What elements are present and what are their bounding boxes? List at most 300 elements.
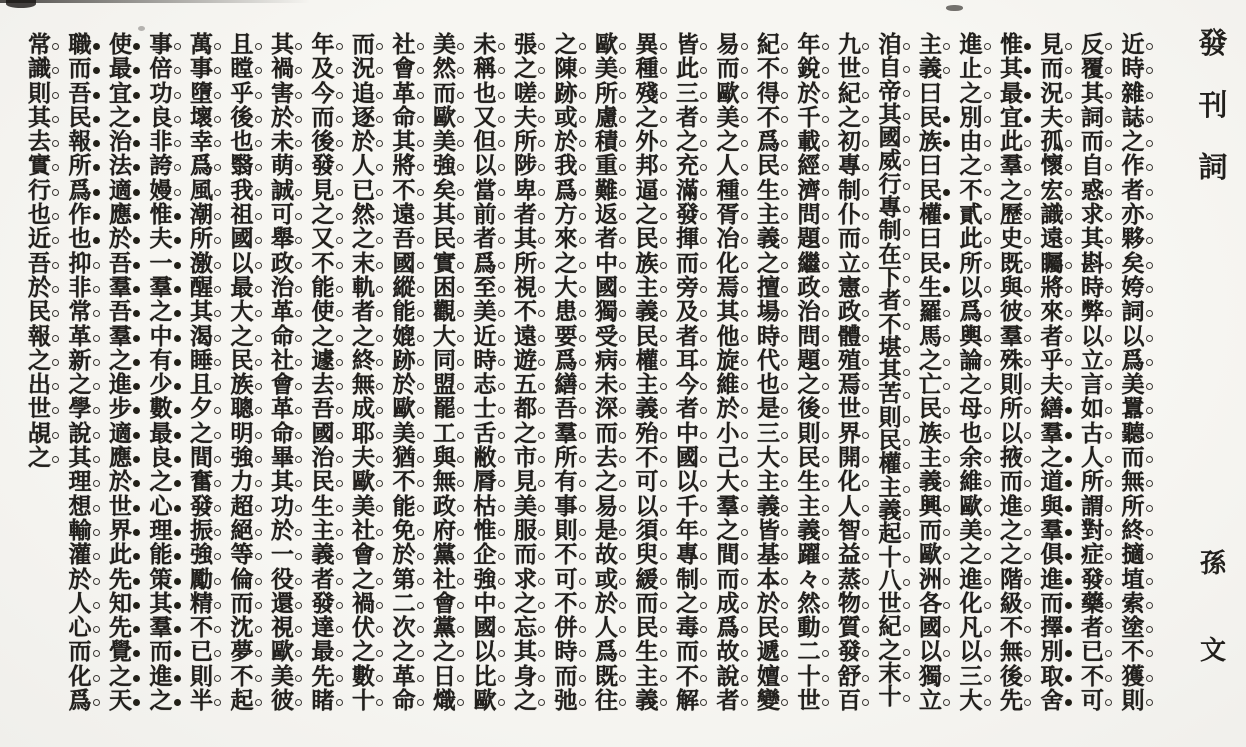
- glyph: 與: [1040, 492, 1064, 520]
- char-cell: [188, 589, 215, 617]
- char-cell: [1120, 300, 1147, 324]
- glyph: 殖: [838, 346, 861, 374]
- emphasis-circle-mark: [174, 164, 181, 171]
- emphasis-dot-mark: [174, 383, 181, 390]
- char-cell: [1079, 103, 1106, 131]
- char-cell: [1120, 689, 1147, 713]
- glyph: 者: [716, 687, 740, 715]
- glyph: 求: [514, 565, 537, 593]
- emphasis-circle-mark: [417, 67, 424, 74]
- emphasis-circle-mark: [1105, 699, 1112, 706]
- glyph: 步: [109, 395, 132, 423]
- char-cell: [593, 397, 620, 421]
- glyph: 民: [28, 298, 51, 326]
- glyph: 義: [757, 225, 780, 253]
- emphasis-circle-mark: [984, 286, 991, 293]
- glyph: 而: [676, 638, 699, 666]
- glyph: 物: [838, 589, 861, 617]
- glyph: 爲: [554, 176, 578, 204]
- glyph: 之: [1000, 541, 1023, 569]
- glyph: 已: [190, 638, 213, 666]
- glyph: 藥: [1081, 589, 1104, 617]
- emphasis-circle-mark: [741, 43, 748, 50]
- glyph: 之: [109, 346, 132, 374]
- emphasis-circle-mark: [741, 626, 748, 633]
- emphasis-circle-mark: [457, 553, 464, 560]
- glyph: 社: [392, 31, 416, 58]
- char-cell: [148, 130, 175, 154]
- emphasis-circle-mark: [52, 456, 59, 463]
- glyph: 則: [1000, 371, 1023, 399]
- glyph: 以: [473, 638, 497, 666]
- char-cell: [715, 470, 742, 494]
- glyph: 主: [635, 371, 659, 399]
- char-cell: [917, 103, 944, 131]
- emphasis-circle-mark: [376, 262, 383, 269]
- glyph: 俱: [1040, 541, 1064, 569]
- emphasis-circle-mark: [52, 140, 59, 147]
- glyph: 殊: [1000, 346, 1023, 374]
- emphasis-circle-mark: [700, 602, 707, 609]
- glyph: 非: [68, 273, 92, 301]
- char-cell: [958, 397, 985, 421]
- glyph: 見: [1040, 31, 1064, 58]
- glyph: 民: [757, 614, 780, 642]
- emphasis-circle-mark: [1146, 480, 1153, 487]
- char-cell: [917, 249, 944, 277]
- emphasis-circle-mark: [619, 529, 626, 536]
- char-cell: [26, 33, 53, 57]
- glyph: 之: [716, 516, 740, 544]
- glyph: 之: [797, 371, 821, 399]
- emphasis-circle-mark: [700, 140, 707, 147]
- emphasis-circle-mark: [619, 164, 626, 171]
- emphasis-circle-mark: [903, 416, 910, 423]
- emphasis-dot-mark: [93, 116, 100, 123]
- emphasis-circle-mark: [457, 456, 464, 463]
- char-cell: [512, 33, 539, 57]
- char-cell: [836, 640, 863, 664]
- glyph: 想: [68, 492, 92, 520]
- glyph: 誠: [271, 176, 294, 204]
- char-cell: [593, 373, 620, 397]
- glyph: 以: [676, 468, 699, 496]
- glyph: 舒: [838, 662, 861, 690]
- glyph: 未: [595, 371, 618, 399]
- glyph: 禍: [352, 589, 375, 617]
- emphasis-circle-mark: [93, 407, 100, 414]
- glyph: 索: [1121, 589, 1145, 617]
- char-cell: [755, 322, 782, 350]
- emphasis-dot-mark: [174, 650, 181, 657]
- glyph: 先: [109, 614, 132, 642]
- glyph: 民: [919, 103, 942, 131]
- glyph: 取: [1040, 662, 1064, 690]
- glyph: 政: [838, 298, 861, 326]
- emphasis-circle-mark: [579, 578, 586, 585]
- emphasis-circle-mark: [93, 383, 100, 390]
- char-cell: [391, 154, 418, 178]
- char-cell: [188, 419, 215, 447]
- glyph: 亦: [1121, 201, 1145, 229]
- char-cell: [1039, 616, 1066, 640]
- emphasis-circle-mark: [1146, 92, 1153, 99]
- char-cell: [634, 516, 661, 544]
- glyph: 之: [190, 419, 213, 447]
- char-cell: [917, 616, 944, 640]
- char-cell: [310, 640, 337, 664]
- emphasis-circle-mark: [417, 383, 424, 390]
- char-cell: [593, 300, 620, 324]
- char-cell: [350, 373, 377, 397]
- emphasis-circle-mark: [903, 136, 910, 143]
- char-cell: [188, 227, 215, 251]
- glyph: 之: [311, 322, 335, 350]
- char-cell: [188, 130, 215, 154]
- emphasis-circle-mark: [700, 456, 707, 463]
- glyph: 人: [716, 152, 740, 180]
- glyph: 之: [352, 322, 375, 350]
- emphasis-circle-mark: [943, 699, 950, 706]
- emphasis-circle-mark: [417, 553, 424, 560]
- emphasis-circle-mark: [1024, 456, 1031, 463]
- emphasis-circle-mark: [741, 602, 748, 609]
- char-cell: [310, 616, 337, 640]
- char-cell: [431, 203, 458, 227]
- emphasis-circle-mark: [255, 189, 262, 196]
- char-cell: [755, 227, 782, 251]
- char-cell: [593, 516, 620, 544]
- char-cell: [553, 446, 580, 470]
- char-cell: [755, 589, 782, 617]
- emphasis-circle-mark: [214, 675, 221, 682]
- emphasis-circle-mark: [52, 213, 59, 220]
- emphasis-circle-mark: [579, 650, 586, 657]
- char-cell: [634, 689, 661, 713]
- emphasis-dot-mark: [133, 237, 140, 244]
- emphasis-circle-mark: [255, 164, 262, 171]
- glyph: 不: [676, 662, 699, 690]
- char-cell: [593, 227, 620, 251]
- emphasis-circle-mark: [498, 213, 505, 220]
- emphasis-circle-mark: [1065, 213, 1072, 220]
- glyph: 維: [959, 468, 983, 496]
- glyph: 則: [1121, 687, 1145, 715]
- char-cell: [553, 79, 580, 107]
- char-cell: [917, 322, 944, 350]
- emphasis-circle-mark: [943, 456, 950, 463]
- glyph: 然: [797, 589, 821, 617]
- glyph: 羣: [1040, 516, 1064, 544]
- glyph: 其: [1081, 79, 1104, 107]
- glyph: 三: [959, 662, 983, 690]
- glyph: 大: [757, 444, 780, 472]
- glyph: 制: [878, 217, 902, 245]
- char-cell: [107, 346, 134, 374]
- emphasis-circle-mark: [538, 310, 545, 317]
- emphasis-circle-mark: [903, 532, 910, 539]
- glyph: 民: [797, 444, 821, 472]
- char-cell: [431, 249, 458, 277]
- emphasis-circle-mark: [903, 276, 910, 283]
- emphasis-dot-mark: [943, 116, 950, 123]
- emphasis-dot-mark: [1024, 43, 1031, 50]
- char-cell: [472, 446, 499, 470]
- char-cell: [67, 33, 94, 57]
- glyph: 夫: [149, 225, 173, 253]
- glyph: 歐: [716, 79, 740, 107]
- char-cell: [472, 470, 499, 494]
- glyph: 無: [352, 371, 375, 399]
- glyph: 美: [392, 419, 416, 447]
- char-cell: [269, 154, 296, 178]
- char-cell: [877, 33, 904, 56]
- char-cell: [634, 616, 661, 640]
- char-cell: [26, 103, 53, 131]
- glyph: 然: [352, 201, 375, 229]
- char-cell: [188, 689, 215, 713]
- emphasis-circle-mark: [579, 553, 586, 560]
- page-title: [1194, 28, 1232, 183]
- emphasis-circle-mark: [214, 237, 221, 244]
- glyph: 而: [1081, 128, 1104, 156]
- emphasis-circle-mark: [336, 480, 343, 487]
- char-cell: [229, 640, 256, 664]
- glyph: 也: [959, 419, 983, 447]
- emphasis-circle-mark: [903, 649, 910, 656]
- char-cell: [593, 176, 620, 204]
- glyph: 應: [109, 201, 132, 229]
- emphasis-circle-mark: [862, 578, 869, 585]
- char-cell: [26, 346, 53, 374]
- char-cell: [715, 565, 742, 593]
- emphasis-circle-mark: [1105, 189, 1112, 196]
- glyph: 民: [878, 427, 902, 455]
- emphasis-circle-mark: [417, 43, 424, 50]
- emphasis-circle-mark: [1146, 335, 1153, 342]
- glyph: 外: [635, 128, 659, 156]
- glyph: 之: [635, 103, 659, 131]
- char-cell: [512, 470, 539, 494]
- glyph: 而: [635, 589, 659, 617]
- glyph: 爲: [959, 298, 983, 326]
- glyph: 遞: [757, 638, 780, 666]
- glyph: 則: [554, 516, 578, 544]
- char-cell: [229, 689, 256, 713]
- glyph: 羅: [919, 298, 942, 326]
- char-cell: [229, 79, 256, 107]
- char-cell: [472, 300, 499, 324]
- glyph: 間: [716, 541, 740, 569]
- glyph: 經: [797, 152, 821, 180]
- glyph: 至: [473, 273, 497, 301]
- glyph: 惟: [1000, 31, 1023, 58]
- emphasis-circle-mark: [1105, 116, 1112, 123]
- glyph: 張: [514, 31, 537, 58]
- body-column-10: [755, 33, 796, 745]
- glyph: 言: [1081, 371, 1104, 399]
- glyph: 人: [1081, 444, 1104, 472]
- scan-smudge-top-strip: [0, 0, 310, 3]
- glyph: 軌: [352, 273, 375, 301]
- glyph: 於: [392, 371, 416, 399]
- glyph: 曰: [919, 152, 942, 180]
- emphasis-circle-mark: [619, 578, 626, 585]
- char-cell: [107, 616, 134, 640]
- char-cell: [796, 33, 823, 57]
- emphasis-circle-mark: [660, 164, 667, 171]
- char-cell: [431, 516, 458, 544]
- char-cell: [1039, 154, 1066, 178]
- emphasis-circle-mark: [93, 432, 100, 439]
- char-cell: [391, 640, 418, 664]
- emphasis-circle-mark: [417, 116, 424, 123]
- emphasis-circle-mark: [255, 92, 262, 99]
- char-cell: [107, 203, 134, 227]
- char-cell: [593, 154, 620, 178]
- glyph: 墮: [190, 79, 213, 107]
- emphasis-circle-mark: [52, 116, 59, 123]
- glyph: 理: [68, 468, 92, 496]
- glyph: 其: [28, 103, 51, 131]
- glyph: 返: [595, 201, 618, 229]
- char-cell: [67, 662, 94, 690]
- char-cell: [269, 589, 296, 617]
- char-cell: [674, 322, 701, 350]
- glyph: 之: [554, 249, 578, 277]
- emphasis-circle-mark: [457, 92, 464, 99]
- char-cell: [391, 446, 418, 470]
- emphasis-circle-mark: [417, 650, 424, 657]
- char-cell: [1079, 33, 1106, 57]
- glyph: 所: [959, 249, 983, 277]
- glyph: 還: [271, 589, 294, 617]
- char-cell: [1079, 79, 1106, 107]
- glyph: 及: [311, 55, 335, 83]
- emphasis-circle-mark: [700, 578, 707, 585]
- glyph: 紀: [757, 31, 780, 58]
- char-cell: [310, 103, 337, 131]
- char-cell: [634, 640, 661, 664]
- emphasis-dot-mark: [1065, 553, 1072, 560]
- emphasis-circle-mark: [1146, 505, 1153, 512]
- char-cell: [796, 397, 823, 421]
- glyph: 一: [271, 541, 294, 569]
- emphasis-circle-mark: [903, 625, 910, 632]
- char-cell: [26, 79, 53, 107]
- char-cell: [350, 79, 377, 107]
- emphasis-circle-mark: [93, 650, 100, 657]
- glyph: 掖: [1000, 444, 1023, 472]
- char-cell: [431, 79, 458, 107]
- char-cell: [148, 419, 175, 447]
- emphasis-circle-mark: [1065, 359, 1072, 366]
- glyph: 者: [676, 322, 699, 350]
- char-cell: [512, 57, 539, 81]
- char-cell: [877, 124, 904, 152]
- char-cell: [836, 203, 863, 227]
- char-cell: [755, 419, 782, 447]
- char-cell: [188, 565, 215, 593]
- char-cell: [1120, 130, 1147, 154]
- char-cell: [917, 273, 944, 301]
- emphasis-circle-mark: [984, 383, 991, 390]
- glyph: 說: [68, 419, 92, 447]
- emphasis-circle-mark: [255, 310, 262, 317]
- char-cell: [431, 640, 458, 664]
- char-cell: [229, 492, 256, 520]
- char-cell: [1039, 589, 1066, 617]
- emphasis-circle-mark: [336, 213, 343, 220]
- emphasis-circle-mark: [417, 602, 424, 609]
- char-cell: [715, 33, 742, 57]
- emphasis-circle-mark: [214, 553, 221, 560]
- char-cell: [715, 322, 742, 350]
- glyph: 勵: [190, 565, 213, 593]
- glyph: 主: [878, 473, 902, 501]
- char-cell: [715, 273, 742, 301]
- emphasis-circle-mark: [619, 262, 626, 269]
- glyph: 銳: [797, 55, 821, 83]
- char-cell: [836, 176, 863, 204]
- emphasis-circle-mark: [660, 553, 667, 560]
- glyph: 生: [797, 468, 821, 496]
- char-cell: [634, 176, 661, 204]
- emphasis-circle-mark: [93, 553, 100, 560]
- emphasis-circle-mark: [376, 553, 383, 560]
- char-cell: [553, 373, 580, 397]
- emphasis-circle-mark: [376, 92, 383, 99]
- char-cell: [755, 300, 782, 324]
- char-cell: [67, 543, 94, 567]
- glyph: 數: [352, 662, 375, 690]
- char-cell: [431, 130, 458, 154]
- char-cell: [350, 616, 377, 640]
- glyph: 職: [68, 31, 92, 58]
- glyph: 前: [473, 201, 497, 229]
- char-cell: [269, 103, 296, 131]
- glyph: 見: [514, 468, 537, 496]
- char-cell: [67, 689, 94, 713]
- glyph: 歐: [392, 395, 416, 423]
- glyph: 我: [230, 176, 254, 204]
- emphasis-circle-mark: [295, 675, 302, 682]
- glyph: 強: [473, 565, 497, 593]
- glyph: 基: [757, 541, 780, 569]
- char-cell: [1039, 543, 1066, 567]
- emphasis-circle-mark: [579, 237, 586, 244]
- char-cell: [836, 616, 863, 640]
- char-cell: [998, 176, 1025, 204]
- glyph: 立: [838, 249, 861, 277]
- char-cell: [998, 373, 1025, 397]
- glyph: 潮: [190, 201, 213, 229]
- char-cell: [593, 346, 620, 374]
- char-cell: [148, 79, 175, 107]
- glyph: 史: [1000, 225, 1023, 253]
- emphasis-circle-mark: [741, 140, 748, 147]
- glyph: 種: [635, 55, 659, 83]
- emphasis-circle-mark: [295, 43, 302, 50]
- char-cell: [674, 397, 701, 421]
- emphasis-circle-mark: [417, 480, 424, 487]
- emphasis-circle-mark: [984, 675, 991, 682]
- emphasis-circle-mark: [1024, 310, 1031, 317]
- emphasis-circle-mark: [822, 164, 829, 171]
- emphasis-circle-mark: [984, 578, 991, 585]
- char-cell: [917, 640, 944, 664]
- glyph: 義: [635, 298, 659, 326]
